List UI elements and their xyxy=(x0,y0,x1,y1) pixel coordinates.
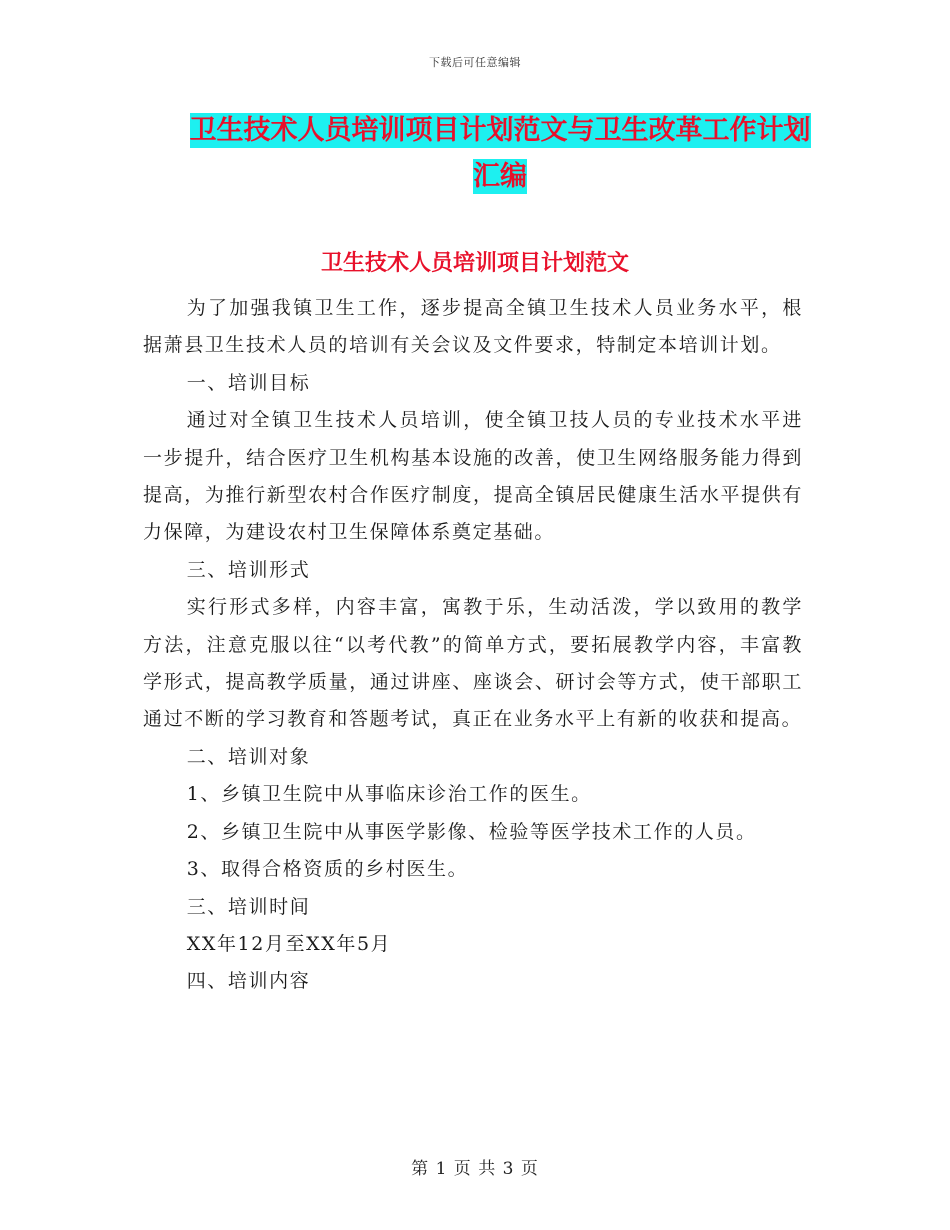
document-title xyxy=(150,108,850,200)
heading-training-content: 四、培训内容 xyxy=(186,970,311,993)
target-item-1: 1、乡镇卫生院中从事临床诊治工作的医生。 xyxy=(186,783,592,806)
target-item-3: 3、取得合格资质的乡村医生。 xyxy=(186,858,469,881)
intro-paragraph: 为了加强我镇卫生工作，逐步提高全镇卫生技术人员业务水平，根据萧县卫生技术人员的培训有关会议及文件要求，特制定本培训计划。 xyxy=(143,297,803,357)
heading-training-time: 三、培训时间 xyxy=(186,895,311,918)
page-number-footer: 第 1 页 共 3 页 xyxy=(411,1159,539,1179)
header-note: 下载后可任意编辑 xyxy=(429,56,521,69)
document-title-line-1: 卫生技术人员培训项目计划范文与卫生改革工作计划 xyxy=(189,115,811,146)
section-title: 卫生技术人员培训项目计划范文 xyxy=(320,251,629,276)
target-item-2: 2、乡镇卫生院中从事医学影像、检验等医学技术工作的人员。 xyxy=(186,820,757,843)
document-title-line-2: 汇编 xyxy=(473,161,527,192)
heading-training-targets: 二、培训对象 xyxy=(186,745,311,768)
goal-paragraph: 通过对全镇卫生技术人员培训，使全镇卫技人员的专业技术水平进一步提升，结合医疗卫生机构基本设施的改善，使卫生网络服务能力得到提高，为推行新型农村合作医疗制度，提高全镇居民健康生活水平提供有力保障，为建设农村卫生保障体系奠定基础。 xyxy=(143,409,803,544)
document-body xyxy=(143,290,803,1001)
heading-training-goal: 一、培训目标 xyxy=(186,371,311,394)
heading-training-format: 三、培训形式 xyxy=(186,558,311,581)
format-paragraph: 实行形式多样，内容丰富，寓教于乐，生动活泼，学以致用的教学方法，注意克服以往“以考代教”的简单方式，要拓展教学内容，丰富教学形式，提高教学质量，通过讲座、座谈会、研讨会等方式，使干部职工通过不断的学习教育和答题考试，真正在业务水平上有新的收获和提高。 xyxy=(143,596,803,731)
training-time-value: XX年12月至XX年5月 xyxy=(186,932,392,955)
